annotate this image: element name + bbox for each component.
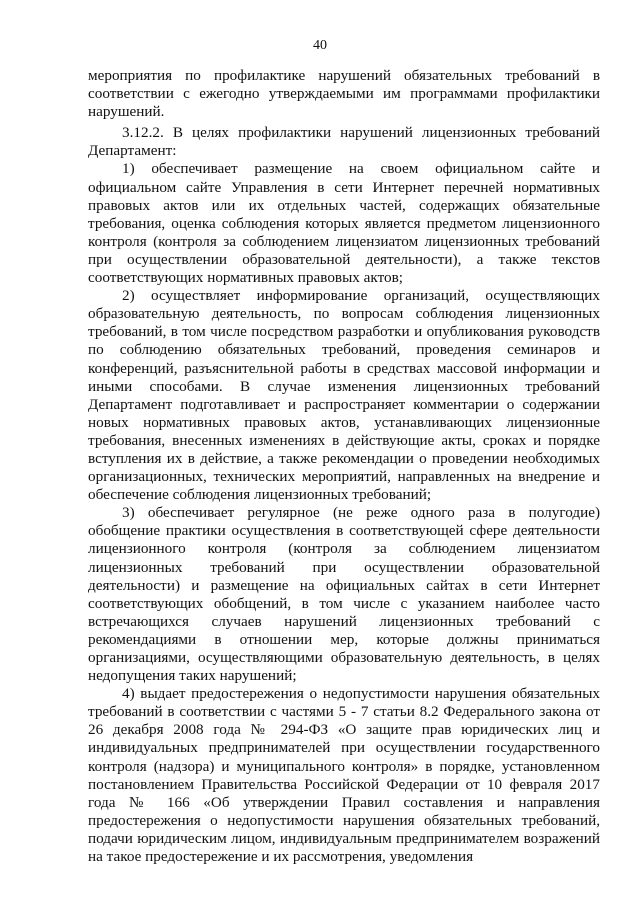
paragraph-item-3: 3) обеспечивает регулярное (не реже одного раза в полугодие) обобщение практики осуществления в соответствующей сфере деятельности лицензионного контроля (контроля за соблюдением лицензиатом лицензионных требований при осуществлении образовательной деятельности) и размещение на официальных сайтах в сети Интернет соответствующих обобщений, в том числе с указанием наиболее часто встречающихся случаев нарушений лицензионных требований с рекомендациями в отношении мер, которые должны приниматься организациями, осуществляющими образовательную деятельность, в целях недопущения таких нарушений;: [88, 504, 600, 685]
paragraph-continuation: мероприятия по профилактике нарушений обязательных требований в соответствии с ежегодно утверждаемыми им программами профилактики нарушений.: [88, 67, 600, 121]
document-body: [88, 67, 600, 866]
paragraph-item-4: 4) выдает предостережения о недопустимости нарушения обязательных требований в соответствии с частями 5 - 7 статьи 8.2 Федерального закона от 26 декабря 2008 года № 294-ФЗ «О защите прав юридических лиц и индивидуальных предпринимателей при осуществлении государственного контроля (надзора) и муниципального контроля» в порядке, установленном постановлением Правительства Российской Федерации от 10 февраля 2017 года № 166 «Об утверждении Правил составления и направления предостережения о недопустимости нарушения обязательных требований, подачи юридическим лицом, индивидуальным предпринимателем возражений на такое предостережение и их рассмотрения, уведомления: [88, 685, 600, 866]
paragraph-section-3-12-2: 3.12.2. В целях профилактики нарушений лицензионных требований Департамент:: [88, 124, 600, 160]
page-number: 40: [313, 38, 327, 53]
paragraph-item-1: 1) обеспечивает размещение на своем официальном сайте и официальном сайте Управления в сети Интернет перечней нормативных правовых актов или их отдельных частей, содержащих обязательные требования, оценка соблюдения которых является предметом лицензионного контроля (контроля за соблюдением лицензиатом лицензионных требований при осуществлении образовательной деятельности), а также текстов соответствующих нормативных правовых актов;: [88, 160, 600, 287]
paragraph-item-2: 2) осуществляет информирование организаций, осуществляющих образовательную деятельность, по вопросам соблюдения лицензионных требований, в том числе посредством разработки и опубликования руководств по соблюдению обязательных требований, проведения семинаров и конференций, разъяснительной работы в средствах массовой информации и иными способами. В случае изменения лицензионных требований Департамент подготавливает и распространяет комментарии о содержании новых нормативных правовых актов, устанавливающих лицензионные требования, внесенных изменениях в действующие акты, сроках и порядке вступления их в действие, а также рекомендации о проведении необходимых организационных, технических мероприятий, направленных на внедрение и обеспечение соблюдения лицензионных требований;: [88, 287, 600, 504]
